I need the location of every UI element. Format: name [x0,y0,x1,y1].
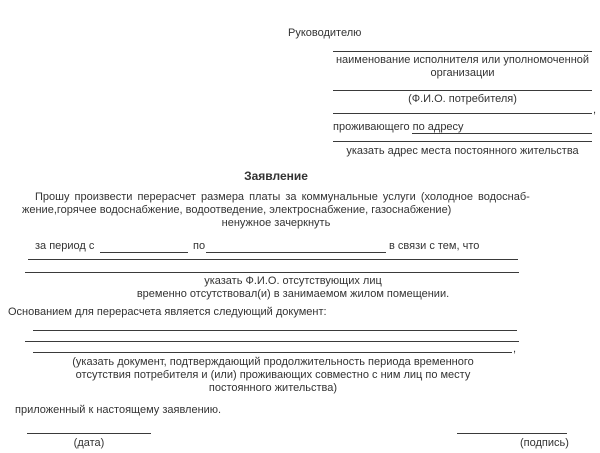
date-caption: (дата) [73,437,105,449]
consumer-name-caption: (Ф.И.О. потребителя) [408,93,517,105]
document-title: Заявление [244,169,308,183]
basis-blank-line-3 [33,352,512,353]
absent-persons-caption2: временно отсутствовал(и) в занимаемом жилом помещении. [136,288,450,300]
period-from-blank [100,240,188,253]
signature-blank-line [457,433,567,434]
basis-doc-caption3: постоянного жительства) [208,382,338,394]
signature-caption: (подпись) [520,437,569,449]
period-from-label: за период с [35,240,95,252]
basis-blank-line-2 [25,341,519,342]
addressee-label: Руководителю [288,27,362,39]
basis-doc-caption2: отсутствия потребителя и (или) проживающих совместно с ним лиц по месту [75,369,471,381]
period-reason-label: в связи с тем, что [389,240,480,252]
org-caption-line2: организации [430,67,495,79]
strike-out-note: ненужное зачеркнуть [221,217,331,229]
attached-note: приложенный к настоящему заявлению. [15,404,222,416]
basis-doc-caption1: (указать документ, подтверждающий продолжительность периода временного [72,356,474,368]
period-to-label: по [193,240,206,252]
address-blank-line-3 [333,141,592,142]
consumer-name-blank-line [333,90,592,91]
address-blank-line-1 [333,113,592,114]
request-text-line2: жение,горячее водоснабжение, водоотведение, электроснабжение, газоснабжение) [22,204,452,216]
date-blank-line [27,433,151,434]
address-caption: указать адрес места постоянного жительства [346,145,579,157]
absent-persons-caption1: указать Ф.И.О. отсутствующих лиц [204,275,382,287]
address-line-comma: , [593,104,597,116]
org-caption-line1: наименование исполнителя или уполномоченной [335,54,590,66]
period-to-blank [206,240,386,253]
basis-blank-line-1 [33,330,517,331]
absent-persons-blank-line-2 [25,272,519,273]
org-name-blank-line [333,51,592,52]
address-blank-line-2 [412,121,592,134]
basis-label: Основанием для перерасчета является следующий документ: [8,306,327,318]
address-label: проживающего по адресу [333,121,464,133]
absent-persons-blank-line-1 [28,259,518,260]
request-text-line1: Прошу произвести перерасчет размера платы за коммунальные услуги (холодное водоснаб- [35,191,530,203]
basis-line-comma: , [513,343,517,355]
